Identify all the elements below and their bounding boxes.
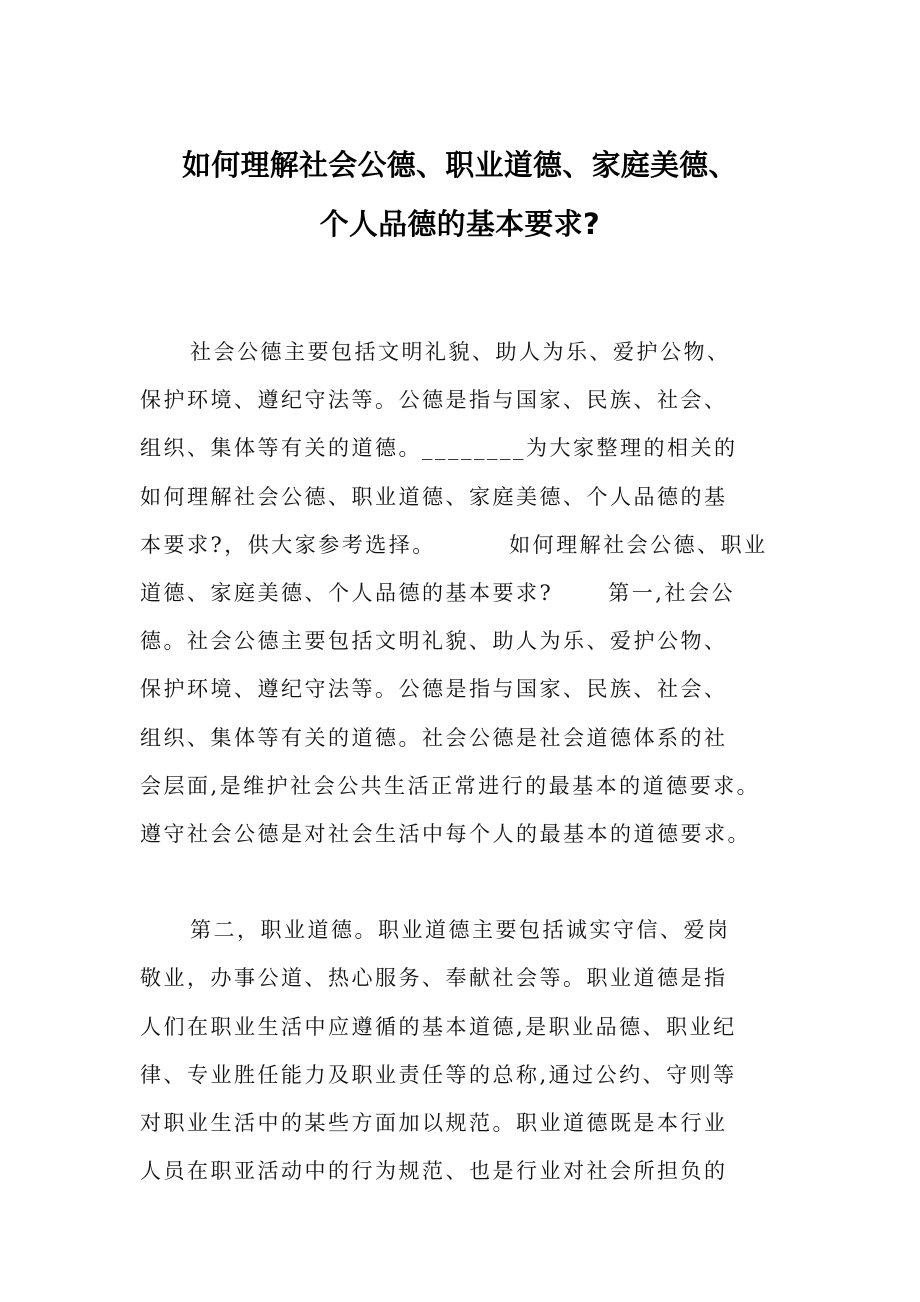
document-title-line-1: 如何理解社会公德、职业道德、家庭美德、 — [182, 148, 738, 182]
paragraph-line: 律、专业胜任能力及职业责任等的总称,通过公约、守则等 — [140, 1063, 737, 1087]
document-title-line-2: 个人品德的基本要求? — [319, 207, 601, 241]
paragraph-line: 遵守社会公德是对社会生活中每个人的最基本的道德要求。 — [140, 822, 751, 846]
paragraph-line: 第二，职业道德。职业道德主要包括诚实守信、爱岗 — [190, 918, 731, 942]
paragraph-line: 保护环境、遵纪守法等。公德是指与国家、民族、社会、 — [140, 677, 728, 701]
paragraph-line: 道德、家庭美德、个人品德的基本要求? 第一,社会公 — [140, 581, 735, 605]
paragraph-line: 对职业生活中的某些方面加以规范。职业道德既是本行业 — [140, 1111, 728, 1135]
paragraph-line: 组织、集体等有关的道德。社会公德是社会道德体系的社 — [140, 726, 728, 750]
paragraph-line: 本要求?，供大家参考选择。 如何理解社会公德、职业 — [140, 533, 768, 557]
paragraph-line: 人们在职业生活中应遵循的基本道德,是职业品德、职业纪 — [140, 1015, 737, 1039]
paragraph-line: 社会公德主要包括文明礼貌、助人为乐、爱护公物、 — [190, 340, 731, 364]
paragraph-line: 如何理解社会公德、职业道德、家庭美德、个人品德的基 — [140, 485, 728, 509]
paragraph-line: 敬业，办事公道、热心服务、奉献社会等。职业道德是指 — [140, 966, 728, 990]
paragraph-line: 会层面,是维护社会公共生活正常进行的最基本的道德要求。 — [140, 774, 761, 798]
paragraph-line: 保护环境、遵纪守法等。公德是指与国家、民族、社会、 — [140, 388, 728, 412]
paragraph-line: 组织、集体等有关的道德。________为大家整理的相关的 — [140, 436, 738, 460]
paragraph-line: 人员在职亚活动中的行为规范、也是行业对社会所担负的 — [140, 1159, 728, 1183]
paragraph-line: 德。社会公德主要包括文明礼貌、助人为乐、爱护公物、 — [140, 629, 728, 653]
